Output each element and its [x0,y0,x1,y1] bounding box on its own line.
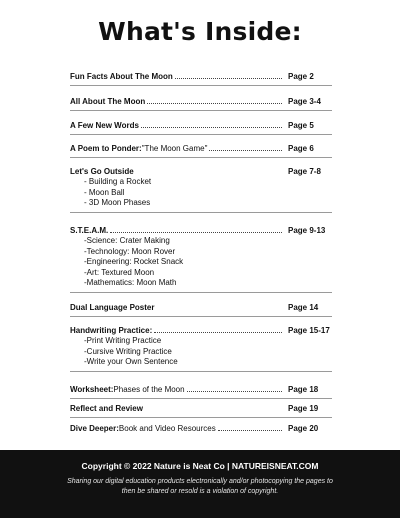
divider [70,292,332,293]
toc-subitem: - 3D Moon Phases [84,198,151,207]
dot-leader [141,121,282,128]
toc-entry [70,71,332,86]
toc-page-number: Page 5 [288,121,314,130]
toc-subitem: -Engineering: Rocket Snack [84,257,184,266]
dot-leader [147,97,282,104]
toc-entry [70,403,332,418]
toc-entry [70,225,332,293]
copyright-footer [0,450,400,518]
toc-entry [70,423,332,434]
toc-page-number: Page 20 [288,424,319,433]
toc-subitem: -Science: Crater Making [84,236,170,245]
toc-entry-title: Handwriting Practice: [70,326,153,335]
toc-entry-subtitle: "The Moon Game" [141,144,208,153]
toc-entry-title: Worksheet: [70,385,114,394]
toc-entry-subtitle: Book and Video Resources [118,424,216,433]
divider [70,417,332,418]
divider [70,110,332,111]
spacer [156,304,282,310]
divider [70,316,332,317]
copyright-notice: Sharing our digital education products electronically and/or photocopying the pages to then be shared or resold is a violation of copyright. [67,478,333,495]
toc-subitem: -Mathematics: Moon Math [84,278,177,287]
toc-entry [70,120,332,135]
toc-entry [70,143,332,158]
toc-page-number: Page 18 [288,385,319,394]
toc-entry-title: Fun Facts About The Moon [70,72,173,81]
dot-leader [110,226,282,233]
divider [70,157,332,158]
toc-page-number: Page 6 [288,144,314,153]
toc-page-number: Page 15-17 [288,326,330,335]
toc-subitem: -Write your Own Sentence [84,357,178,366]
toc-entry [70,384,332,399]
toc-subitem: -Technology: Moon Rover [84,246,176,256]
toc-entry-title: A Few New Words [70,121,139,130]
dot-leader [218,424,282,431]
dot-leader [175,72,282,79]
toc-subitem: -Cursive Writing Practice [84,346,172,356]
toc-entry-subtitle: Phases of the Moon [113,385,185,394]
toc-page-number: Page 2 [288,72,314,81]
toc-subitem: - Building a Rocket [84,177,152,186]
divider [70,134,332,135]
divider [70,212,332,213]
spacer [145,405,282,411]
toc-entry-title: Let's Go Outside [70,167,134,176]
toc-subitem: - Moon Ball [84,187,125,197]
dot-leader [187,385,282,392]
toc-entry-title: Reflect and Review [70,404,143,413]
toc-page-number: Page 9-13 [288,226,326,235]
toc-page-number: Page 14 [288,303,319,312]
toc-entry-title: All About The Moon [70,97,146,106]
page-title: What's Inside: [98,17,302,46]
divider [70,371,332,372]
toc-entry [70,96,332,111]
dot-leader [209,144,282,151]
toc-subitem: -Print Writing Practice [84,336,162,345]
toc-entry-title: Dual Language Poster [70,303,155,312]
toc-subitem: -Art: Textured Moon [84,267,155,277]
toc-page-number: Page 3-4 [288,97,321,106]
toc-entry [70,325,332,372]
toc-entry [70,302,332,317]
toc-page-number: Page 7-8 [288,167,321,176]
toc-page-number: Page 19 [288,404,319,413]
copyright-text: Copyright © 2022 Nature is Neat Co | NATUREISNEAT.COM [81,461,319,471]
spacer [136,168,282,174]
toc-entry-title: A Poem to Ponder: [70,144,142,153]
divider [70,398,332,399]
dot-leader [154,326,282,333]
divider [70,85,332,86]
toc-entry-title: Dive Deeper: [70,424,119,433]
toc-entry-title: S.T.E.A.M. [70,226,109,235]
toc-entry [70,166,332,213]
